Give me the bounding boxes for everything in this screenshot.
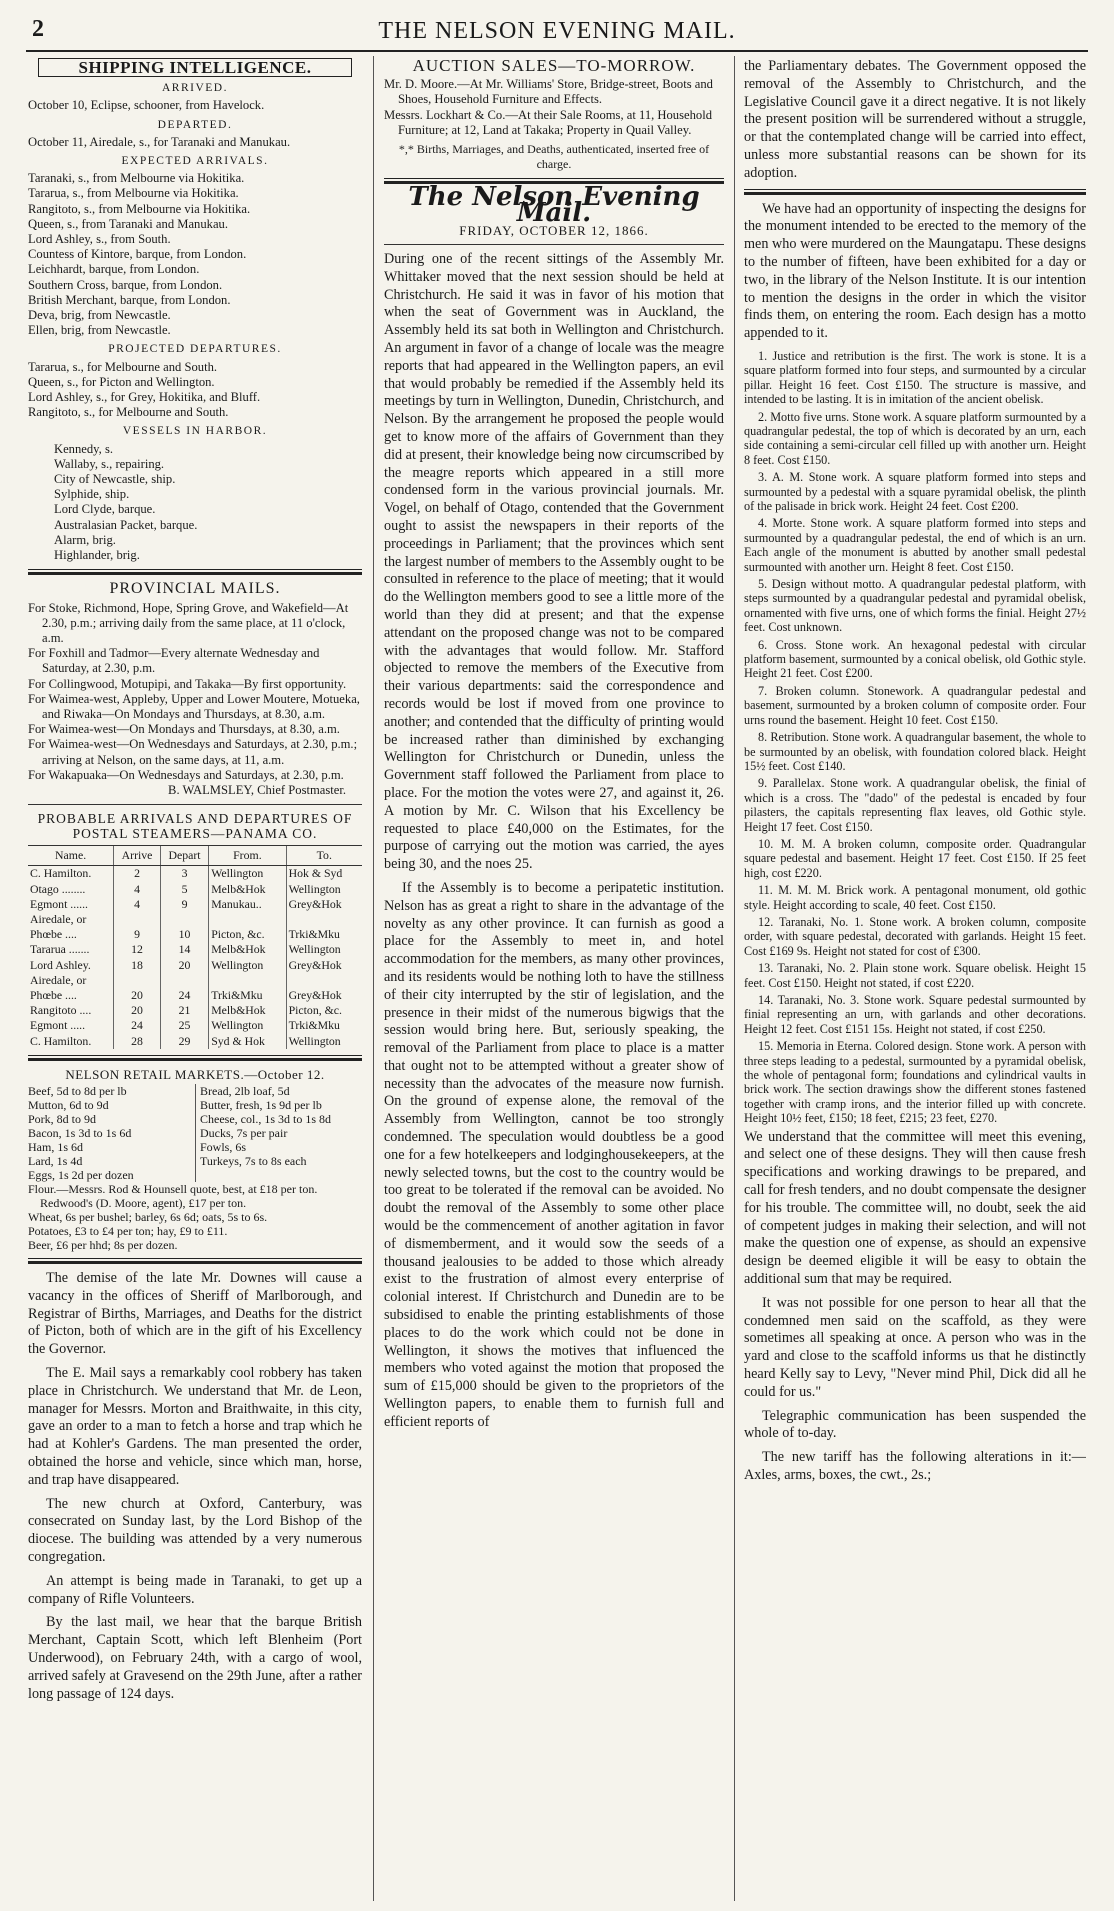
expected-item: Queen, s., from Taranaki and Manukau. <box>28 216 228 231</box>
design-item: 15. Memoria in Eterna. Colored design. Stone work. A person with three steps leading to a pedestal, surmounted by a pyramidal obelisk, the whole of pentagonal form; foundations and cylindrical vaults in brick work. The section drawings show the different stones fastened together with cramp irons, and the interior filled up with concrete. Height 10½ feet, £150; 18 feet, £215; 23 feet, £270. <box>744 1039 1086 1126</box>
expected-item: Taranaki, s., from Melbourne via Hokitika. <box>28 171 245 186</box>
expected-item: Leichhardt, barque, from London. <box>28 262 200 277</box>
table-row <box>28 1018 362 1033</box>
mail-entry: For Foxhill and Tadmor—Every alternate Wednesday and Saturday, at 2.30, p.m. <box>28 646 320 676</box>
table-cell: Rangitoto .... <box>30 1003 92 1018</box>
table-row <box>28 1034 362 1049</box>
mail-entry: For Stoke, Richmond, Hope, Spring Grove, and Wakefield—At 2.30, p.m.; arriving daily from the same place, at 11 o'clock, a.m. <box>28 600 349 645</box>
markets-right <box>195 1084 362 1182</box>
table-cell <box>160 912 208 927</box>
expected-item: Rangitoto, s., from Melbourne via Hokitika. <box>28 201 251 216</box>
news-paragraph: Telegraphic communication has been suspended the whole of to-day. <box>744 1407 1086 1442</box>
table-cell: 5 <box>160 882 208 897</box>
design-item: 1. Justice and retribution is the first. The work is stone. It is a square platform formed into four steps, and surmounted by a circular pillar. Height 16 feet. Cost £150. The structure is massive, and intended to be lasting. It is in imitation of the ancient obelisk. <box>744 348 1086 407</box>
table-cell: Grey&Hok <box>286 988 362 1003</box>
table-cell: 21 <box>160 1003 208 1018</box>
newspaper-title: THE NELSON EVENING MAIL. <box>378 18 736 44</box>
news-paragraph: We understand that the committee will meet this evening, and select one of these designs. They will then cause fresh specifications and working drawings to be prepared, and call for fresh tenders, and no doubt compensate the designer for his trouble. The committee will, no doubt, seek the aid of competent judges in making their selection, and will not make the question one of expense, as should an expensive design be deemed eligible it will be easy to obtain the additional sum that may be required. <box>744 1128 1086 1288</box>
projected-heading: PROJECTED DEPARTURES. <box>108 343 282 356</box>
table-row <box>28 1003 362 1018</box>
steamers-table <box>28 845 362 1049</box>
table-cell: Grey&Hok <box>286 958 362 973</box>
table-cell: Grey&Hok <box>286 897 362 912</box>
design-item: 4. Morte. Stone work. A square platform formed into steps and surmounted by a quadrangular pedestal, the end of which is an urn. Each angle of the monument is abutted by another small pedestal surmounted with another urn. Height 8 feet. Cost £150. <box>744 516 1086 574</box>
table-cell <box>209 912 286 927</box>
editorial-body <box>384 251 724 1432</box>
harbor-item: Lord Clyde, barque. <box>54 502 156 517</box>
market-item: Butter, fresh, 1s 9d per lb <box>200 1097 322 1112</box>
steamers-title: PROBABLE ARRIVALS AND DEPARTURES OF POSTAL STEAMERS—PANAMA CO. <box>37 811 353 842</box>
section-divider <box>744 189 1086 195</box>
mail-entry: For Waimea-west, Appleby, Upper and Lower Moutere, Motueka, and Riwaka—On Mondays and Thursdays, at 8.30, a.m. <box>28 691 360 721</box>
editorial-date: FRIDAY, OCTOBER 12, 1866. <box>459 222 649 238</box>
editorial-masthead: The Nelson Evening Mail. <box>408 182 700 228</box>
table-cell: 3 <box>160 866 208 882</box>
table-cell: Wellington <box>209 866 286 882</box>
table-cell: Manukau.. <box>209 897 286 912</box>
auction-entry: Messrs. Lockhart & Co.—At their Sale Rooms, at 11, Household Furniture; at 12, Land at Takaka; Property in Quail Valley. <box>384 107 712 137</box>
table-row <box>28 866 362 882</box>
harbor-item: Sylphide, ship. <box>54 487 130 502</box>
harbor-item: Australasian Packet, barque. <box>54 517 198 532</box>
design-item: 5. Design without motto. A quadrangular pedestal platform, with steps surmounted by a quadrangular pedestal and pyramidal obelisk, ornamented with five urns, one of which forms the finial. Height 27½ feet. Cost unknown. <box>744 577 1086 635</box>
column-header: Arrive <box>114 846 161 866</box>
arrived-item: October 10, Eclipse, schooner, from Havelock. <box>28 98 265 113</box>
harbor-item: Kennedy, s. <box>54 441 113 456</box>
table-cell <box>114 912 161 927</box>
auction-entry: Mr. D. Moore.—At Mr. Williams' Store, Bridge-street, Boots and Shoes, Household Furniture and Effects. <box>384 77 713 107</box>
mail-entry: For Waimea-west—On Wednesdays and Saturdays, at 2.30, p.m.; arriving at Nelson, on the same days, at 11, a.m. <box>28 737 358 767</box>
column-header: To. <box>286 846 362 866</box>
mails-title: PROVINCIAL MAILS. <box>109 580 281 598</box>
table-cell: Airedale, or <box>30 911 87 926</box>
projected-item: Rangitoto, s., for Melbourne and South. <box>28 405 229 420</box>
monument-article <box>744 201 1086 343</box>
news-paragraph: By the last mail, we hear that the barque British Merchant, Captain Scott, which left Blenheim (Port Underwood), on February 24th, with a cargo of wool, arrived safely at Gravesend on the 29th June, after a rather long passage of 124 days. <box>28 1614 362 1702</box>
design-item: 3. A. M. Stone work. A square platform formed into steps and surmounted by a pedestal with a square pyramidal obelisk, the plinth of the palisade in brick work. Height 24 feet. Cost £200. <box>744 470 1086 514</box>
column-header: From. <box>209 846 286 866</box>
market-item: Pork, 8d to 9d <box>28 1111 97 1126</box>
table-cell: Wellington <box>209 1018 286 1033</box>
steamers-table-body <box>28 866 362 1049</box>
section-divider <box>28 1258 362 1264</box>
market-item: Fowls, 6s <box>200 1139 247 1154</box>
table-cell: 20 <box>114 988 161 1003</box>
table-cell: 18 <box>114 958 161 973</box>
table-cell <box>286 912 362 927</box>
table-cell: Melb&Hok <box>209 1003 286 1018</box>
harbor-item: Wallaby, s., repairing. <box>54 456 165 471</box>
harbor-heading: VESSELS IN HARBOR. <box>122 425 268 438</box>
auction-title: AUCTION SALES—TO-MORROW. <box>412 58 696 75</box>
masthead <box>26 12 1088 52</box>
postmaster-signature: B. WALMSLEY, Chief Postmaster. <box>168 782 346 797</box>
table-cell: Egmont ..... <box>30 1018 86 1033</box>
table-cell <box>286 973 362 988</box>
table-cell: Trki&Mku <box>209 988 286 1003</box>
news-items <box>28 1270 362 1703</box>
expected-item: Lord Ashley, s., from South. <box>28 232 171 247</box>
design-item: 8. Retribution. Stone work. A quadrangular basement, the whole to be surmounted by an obelisk, with foundation colored black. Height 15½ feet. Cost £140. <box>744 730 1086 773</box>
page-number: 2 <box>32 16 44 42</box>
market-footer: Flour.—Messrs. Rod & Hounsell quote, best, at £18 per ton. Redwood's (D. Moore, agent), £17 per ton. <box>28 1181 318 1210</box>
table-cell <box>114 973 161 988</box>
section-divider <box>384 244 724 245</box>
market-item: Eggs, 1s 2d per dozen <box>28 1167 134 1182</box>
design-item: 12. Taranaki, No. 1. Stone work. A broken column, composite order, with square pedestal, decorated with garlands. Height 15 feet. Cost £169 9s. Height not stated for cost of £300. <box>744 914 1086 958</box>
table-cell: 9 <box>160 897 208 912</box>
table-header-row <box>28 846 362 866</box>
table-row <box>28 958 362 973</box>
table-cell: 20 <box>160 958 208 973</box>
table-cell <box>209 973 286 988</box>
table-cell: Tararua ....... <box>30 942 90 957</box>
section-divider <box>28 569 362 575</box>
editorial-paragraph: If the Assembly is to become a peripatetic institution. Nelson has as great a right to share in the advantage of the novelty as any other province. It can furnish as good a place for the Assembly to meet in, and hotel accommodation for the members, as many other provinces, and its residents would be nothing loth to have the stillness of their city interrupted by the stir of legislation, and the presence in their midst of the numerous bigwigs that the session would bring here. But, seriously speaking, the removal of the Parliament from place to place is a matter that ought not to be attempted without a greater show of necessity than the advocates of the measure now furnish. On the ground of expense alone, the removal of the Assembly from Wellington, cannot be too strongly condemned. The speculation would doubtless be a good one for a few hotelkeepers and lodginghousekeepers, at the newly selected towns, but the cost to the country would be too great to be tolerated if the removal can be avoided. No doubt the removal of the Assembly to some other place would be the commencement of another agitation in favor of dismemberment, and it would sow the seeds of a thousand jealousies to be added to those which already exist to the frustration of almost every enterprise of colonial interest. If Christchurch and Dunedin are to be subsidised to enable the printing establishments of those places to do the work which could not be done in Wellington, it shows the motives that influenced the members who voted against the motion that proposed the sum of £15,000 should be given to the proprietors of the Wellington papers, to enable them to furnish full and efficient reports of <box>384 879 724 1430</box>
expected-item: Tararua, s., from Melbourne via Hokitika. <box>28 186 239 201</box>
table-cell: Wellington <box>286 942 362 957</box>
table-row <box>28 912 362 927</box>
projected-item: Tararua, s., for Melbourne and South. <box>28 359 218 374</box>
table-cell: Wellington <box>209 958 286 973</box>
table-cell: 9 <box>114 927 161 942</box>
markets-title: NELSON RETAIL MARKETS.—October 12. <box>65 1066 325 1082</box>
departed-heading: DEPARTED. <box>157 118 233 131</box>
table-row <box>28 988 362 1003</box>
table-cell: Egmont ...... <box>30 896 88 911</box>
news-paragraph: The new church at Oxford, Canterbury, was consecrated on Sunday last, by the Lord Bishop of the diocese. The building was attended by a very numerous congregation. <box>28 1495 362 1565</box>
market-footer: Potatoes, £3 to £4 per ton; hay, £9 to £11. <box>28 1223 228 1238</box>
mail-entry: For Wakapuaka—On Wednesdays and Saturdays, at 2.30, p.m. <box>28 767 344 782</box>
table-cell: Picton, &c. <box>209 927 286 942</box>
table-cell: Picton, &c. <box>286 1003 362 1018</box>
table-row <box>28 942 362 957</box>
harbor-item: Alarm, brig. <box>54 532 116 547</box>
projected-item: Lord Ashley, s., for Grey, Hokitika, and Bluff. <box>28 390 261 405</box>
continuation-paragraph: the Parliamentary debates. The Government opposed the removal of the Assembly to Christchurch, and the Legislative Council gave it a direct negative. It is not likely the present position will be surrendered without a struggle, or that the contemplated change will be carried into effect, unless more substantial reasons can be shown for its adoption. <box>744 58 1086 181</box>
free-notice: *,* Births, Marriages, and Deaths, authenticated, inserted free of charge. <box>398 142 710 172</box>
market-item: Cheese, col., 1s 3d to 1s 8d <box>200 1111 331 1126</box>
news-paragraph: The new tariff has the following alterations in it:—Axles, arms, boxes, the cwt., 2s.; <box>744 1449 1086 1484</box>
harbor-item: Highlander, brig. <box>54 548 140 563</box>
market-item: Bacon, 1s 3d to 1s 6d <box>28 1125 132 1140</box>
shipping-title: SHIPPING INTELLIGENCE. <box>38 58 352 77</box>
market-item: Turkeys, 7s to 8s each <box>200 1153 307 1168</box>
table-cell <box>160 973 208 988</box>
column-header: Name. <box>28 846 114 866</box>
market-item: Ham, 1s 6d <box>28 1139 83 1154</box>
table-cell: Wellington <box>286 1034 362 1049</box>
design-item: 9. Parallelax. Stone work. A quadrangular obelisk, the finial of which is a cross. The "dado" of the pedestal is encaded by four pilasters, the capitals representing flax leaves, old Gothic style. Height 17 feet. Cost £150. <box>744 776 1086 834</box>
table-cell: 20 <box>114 1003 161 1018</box>
monument-intro: We have had an opportunity of inspecting the designs for the monument intended to be erected to the memory of the men who were murdered on the Maungatapu. These designs to the number of fifteen, have been exhibited for a day or two, in the library of the Nelson Institute. It is our intention to mention the designs in the order in which the visitor finds them, on entering the room. Each design has a motto appended to it. <box>744 200 1086 342</box>
markets-left <box>28 1084 195 1182</box>
table-cell: 28 <box>114 1034 161 1049</box>
markets-grid <box>28 1084 362 1182</box>
market-item: Mutton, 6d to 9d <box>28 1097 109 1112</box>
expected-item: Countess of Kintore, barque, from London. <box>28 247 247 262</box>
table-cell: C. Hamilton. <box>30 866 92 881</box>
table-cell: 4 <box>114 882 161 897</box>
market-footer: Wheat, 6s per bushel; barley, 6s 6d; oats, 5s to 6s. <box>28 1209 268 1224</box>
table-row <box>28 882 362 897</box>
column-rule-2 <box>734 56 735 1901</box>
projected-item: Queen, s., for Picton and Wellington. <box>28 374 215 389</box>
design-item: 2. Motto five urns. Stone work. A square platform surmounted by a quadrangular pedestal, the top of which is decorated by an urn, each side containing a semi-circular cell filled up with another urn. Height 8 feet. Cost £150. <box>744 409 1086 467</box>
table-cell: 14 <box>160 942 208 957</box>
news-paragraph: It was not possible for one person to hear all that the condemned men said on the scaffold, as they were sometimes all speaking at once. A person who was in the yard and close to the scaffold informs us that he distinctly heard Kelly say to Levy, "Never mind Phil, Dick did all he could for us." <box>744 1294 1086 1400</box>
design-item: 10. M. M. A broken column, composite order. Quadrangular square pedestal and basement. Height 17 feet. Cost £150. If 25 feet high, cost £220. <box>744 836 1086 880</box>
design-item: 7. Broken column. Stonework. A quadrangular pedestal and basement, surmounted by a broken column of composite order. Four urns round the basement. Height 10 feet. Cost £150. <box>744 683 1086 727</box>
section-divider <box>28 1055 362 1061</box>
table-cell: Trki&Mku <box>286 1018 362 1033</box>
col3-news <box>744 1129 1086 1485</box>
arrived-heading: ARRIVED. <box>162 82 228 95</box>
table-cell: Melb&Hok <box>209 882 286 897</box>
column-1 <box>28 58 362 1898</box>
news-paragraph: The E. Mail says a remarkably cool robbery has taken place in Christchurch. We understand that Mr. de Leon, manager for Messrs. Morton and Braithwaite, in this city, gave an order to a man to fetch a horse and trap which he had at Kohler's Gardens. The man presented the order, obtained the horse and vehicle, since which man, horse, and trap have disappeared. <box>28 1364 362 1488</box>
expected-heading: EXPECTED ARRIVALS. <box>121 155 269 168</box>
table-cell: 24 <box>160 988 208 1003</box>
departed-item: October 11, Airedale, s., for Taranaki and Manukau. <box>28 134 291 149</box>
expected-item: British Merchant, barque, from London. <box>28 292 231 307</box>
table-cell: 4 <box>114 897 161 912</box>
market-footer: Beer, £6 per hhd; 8s per dozen. <box>28 1237 178 1252</box>
table-cell: Otago ........ <box>30 881 86 896</box>
market-item: Lard, 1s 4d <box>28 1153 83 1168</box>
table-row <box>28 897 362 912</box>
table-cell: Phœbe .... <box>30 987 77 1002</box>
design-item: 13. Taranaki, No. 2. Plain stone work. Square obelisk. Height 15 feet. Cost £150. Height not stated, if cost £220. <box>744 961 1086 990</box>
column-2 <box>384 58 724 1898</box>
table-cell: 29 <box>160 1034 208 1049</box>
news-paragraph: An attempt is being made in Taranaki, to get up a company of Rifle Volunteers. <box>28 1572 362 1607</box>
design-list <box>744 349 1086 1126</box>
column-rule-1 <box>373 56 374 1901</box>
harbor-item: City of Newcastle, ship. <box>54 472 176 487</box>
market-item: Ducks, 7s per pair <box>200 1125 288 1140</box>
mail-entry: For Waimea-west—On Mondays and Thursdays, at 8.30, a.m. <box>28 722 340 737</box>
table-cell: Hok & Syd <box>286 866 362 882</box>
table-row <box>28 973 362 988</box>
market-item: Beef, 5d to 8d per lb <box>28 1083 127 1098</box>
table-cell: 25 <box>160 1018 208 1033</box>
news-paragraph: The demise of the late Mr. Downes will cause a vacancy in the offices of Sheriff of Marlborough, and Registrar of Births, Marriages, and Deaths for the district of Picton, both of which are in the gift of his Excellency the Governor. <box>28 1269 362 1358</box>
table-cell: C. Hamilton. <box>30 1033 92 1048</box>
expected-item: Ellen, brig, from Newcastle. <box>28 323 171 338</box>
table-cell: Lord Ashley. <box>30 957 91 972</box>
table-cell: Melb&Hok <box>209 942 286 957</box>
table-cell: Trki&Mku <box>286 927 362 942</box>
section-divider <box>28 804 362 805</box>
expected-item: Deva, brig, from Newcastle. <box>28 308 171 323</box>
design-item: 14. Taranaki, No. 3. Stone work. Square pedestal surmounted by finial representing an urn, with garlands and other decorations. Height 12 feet. Cost £151 15s. Height not stated, if cost £250. <box>744 993 1086 1036</box>
table-cell: Syd & Hok <box>209 1034 286 1049</box>
expected-item: Southern Cross, barque, from London. <box>28 277 223 292</box>
table-cell: 12 <box>114 942 161 957</box>
table-cell: Airedale, or <box>30 972 87 987</box>
design-item: 11. M. M. M. Brick work. A pentagonal monument, old gothic style. Height according to scale, 40 feet. Cost £150. <box>744 883 1086 912</box>
table-cell: 2 <box>114 866 161 882</box>
design-item: 6. Cross. Stone work. An hexagonal pedestal with circular platform basement, surmounted by a conical obelisk, old Gothic style. Height 21 feet. Cost £200. <box>744 637 1086 681</box>
mail-entry: For Collingwood, Motupipi, and Takaka—By first opportunity. <box>28 676 347 691</box>
editorial-continuation <box>744 58 1086 183</box>
editorial-paragraph: During one of the recent sittings of the Assembly Mr. Whittaker moved that the next session should be held at Christchurch. He said it was in favor of his motion that when the seat of Government was in Auckland, the Assembly held its sat both in Wellington and Christchurch. An argument in favor of a change of locale was the meagre reports that had appeared in the Wellington papers, an evil that would probably be remedied if the Assembly held its meetings by turn in Wellington, Dunedin, Christchurch, and Nelson. By the arrangement he proposed the people would get to know more of the affairs of Government than they did at present, their knowledge being now circumscribed by the meagre reports which appeared in a still more condensed form in the various provincial journals. Mr. Vogel, on behalf of Otago, contended that the Government ought to assist the newspapers in their reports of the proceedings in Parliament; that the provinces which sent the largest number of members to the Assembly ought to be consulted in reference to the place of meeting; that it would do the Wellington members good to see a little more of the world than they did at present; and that the expense attendant on the proposed change was not to be compared with the advantages that would follow. Mr. Stafford objected to remove the members of the Executive from their various departments: said the correspondence and records would be lost if moved from one province to another; and contended that the difficulty of printing would be increased rather than diminished by exchanging Wellington for Christchurch or Dunedin, unless the Government staff followed the Parliament from place to place. For the motion the votes were 27, and against it, 26. A motion by Mr. C. Wilson that his Excellency be requested to place £40,000 on the Estimates, for the purpose of carrying out the motion was carried, the ayes being 30, and the noes 25. <box>384 251 724 873</box>
table-cell: Wellington <box>286 882 362 897</box>
table-row <box>28 927 362 942</box>
column-3 <box>744 58 1086 1898</box>
table-cell: Phœbe .... <box>30 927 77 942</box>
column-header: Depart <box>160 846 208 866</box>
table-cell: 10 <box>160 927 208 942</box>
market-item: Bread, 2lb loaf, 5d <box>200 1083 290 1098</box>
table-cell: 24 <box>114 1018 161 1033</box>
